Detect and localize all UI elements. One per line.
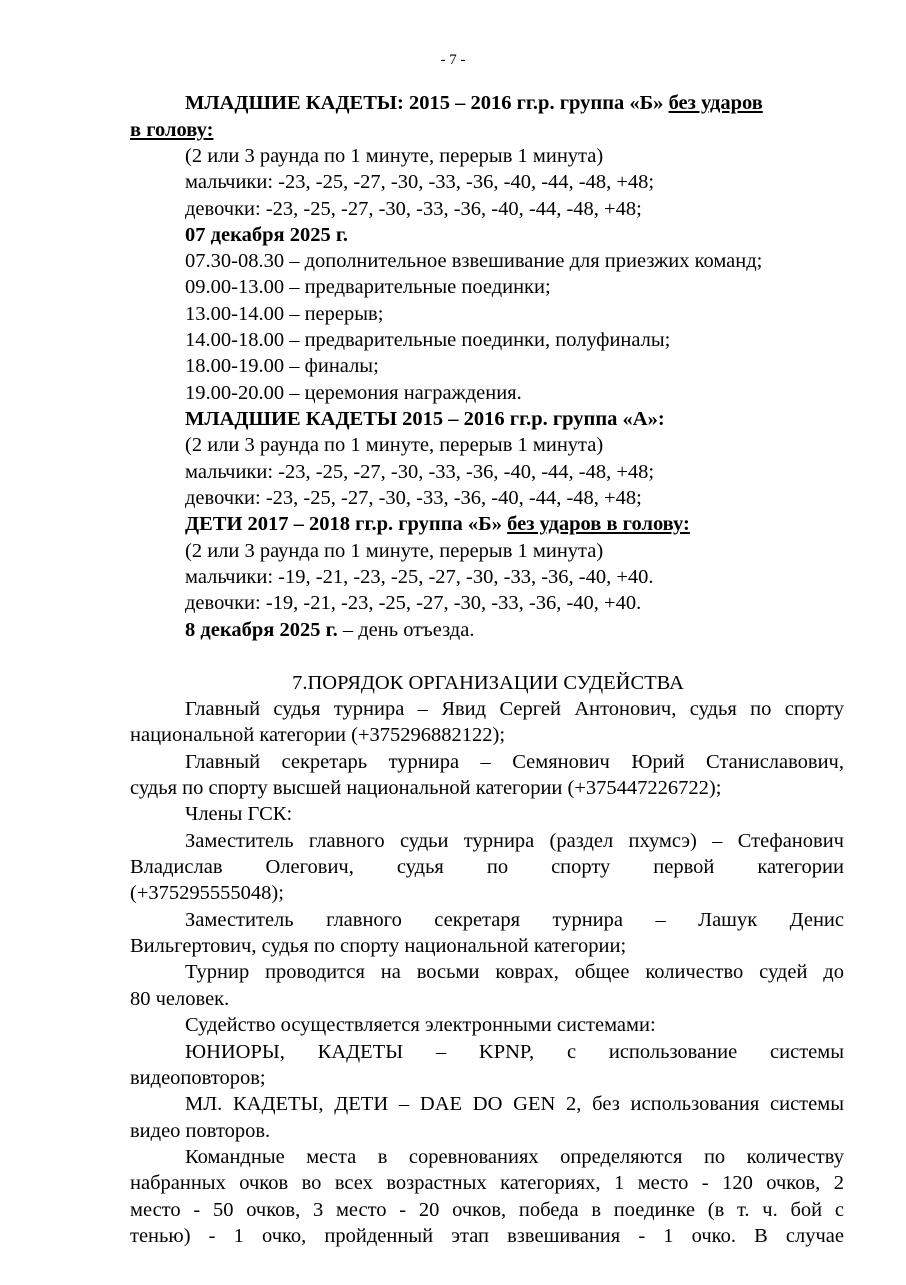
rounds-info: (2 или 3 раунда по 1 минуте, перерыв 1 минута) [185,434,604,456]
boys-weights: мальчики: -19, -21, -23, -25, -27, -30, -33, -36, -40, +40. [185,566,654,588]
departure-line [185,618,474,642]
paragraph-line: Члены ГСК: [185,803,293,825]
boys-weights: мальчики: -23, -25, -27, -30, -33, -36, -40, -44, -48, +48; [185,461,655,483]
title-text: ДЕТИ 2017 – 2018 гг.р. группа «Б» [185,513,508,535]
paragraph-line: Турнир проводится на восьми коврах, общее количество судей до [185,961,844,983]
title-underlined-continued: в голову: [130,119,214,141]
section7-heading: 7.ПОРЯДОК ОРГАНИЗАЦИИ СУДЕЙСТВА [292,672,684,694]
section-title-junior-cadets-b [185,91,763,115]
section-title-junior-cadets-a: МЛАДШИЕ КАДЕТЫ 2015 – 2016 гг.р. группа «А»: [185,408,665,430]
schedule-item: 18.00-19.00 – финалы; [185,355,379,377]
paragraph-line: Вильгертович, судья по спорту национальной категории; [130,935,627,957]
paragraph-line: ЮНИОРЫ, КАДЕТЫ – KPNP, с использование системы [185,1041,844,1063]
schedule-item: 14.00-18.00 – предварительные поединки, полуфиналы; [185,329,671,351]
title-text: МЛАДШИЕ КАДЕТЫ: 2015 – 2016 гг.р. группа «Б» [185,92,669,114]
rounds-info: (2 или 3 раунда по 1 минуте, перерыв 1 минута) [185,540,604,562]
paragraph-line: Главный судья турнира – Явид Сергей Антонович, судья по спорту [185,698,844,720]
girls-weights: девочки: -23, -25, -27, -30, -33, -36, -40, -44, -48, +48; [185,198,642,220]
paragraph-line: национальной категории (+375296882122); [130,724,506,746]
schedule-date: 07 декабря 2025 г. [185,224,348,246]
girls-weights: девочки: -19, -21, -23, -25, -27, -30, -33, -36, -40, +40. [185,592,642,614]
departure-date: 8 декабря 2025 г. [185,619,338,641]
paragraph-line: Главный секретарь турнира – Семянович Юрий Станиславович, [185,751,844,773]
paragraph-line: видео повторов. [130,1120,271,1142]
paragraph-line: МЛ. КАДЕТЫ, ДЕТИ – DAE DO GEN 2, без использования системы [185,1093,844,1115]
girls-weights: девочки: -23, -25, -27, -30, -33, -36, -40, -44, -48, +48; [185,487,642,509]
paragraph-line: Командные места в соревнованиях определяются по количеству [185,1146,844,1168]
boys-weights: мальчики: -23, -25, -27, -30, -33, -36, -40, -44, -48, +48; [185,171,655,193]
departure-text: – день отъезда. [337,619,475,641]
page-number: - 7 - [440,52,466,68]
section-title-children-b [185,512,690,536]
paragraph-line: набранных очков во всех возрастных категориях, 1 место - 120 очков, 2 [130,1172,844,1194]
schedule-item: 19.00-20.00 – церемония награждения. [185,382,522,404]
paragraph-line: место - 50 очков, 3 место - 20 очков, победа в поединке (в т. ч. бой с [130,1199,844,1221]
title-underlined: без ударов в голову: [507,513,690,535]
paragraph-line: Судейство осуществляется электронными системами: [185,1014,656,1036]
paragraph-line: Владислав Олегович, судья по спорту первой категории [130,856,844,878]
paragraph-line: 80 человек. [130,988,230,1010]
paragraph-line: Заместитель главного судьи турнира (раздел пхумсэ) – Стефанович [185,830,844,852]
schedule-item: 13.00-14.00 – перерыв; [185,303,384,325]
schedule-item: 09.00-13.00 – предварительные поединки; [185,276,551,298]
paragraph-line: видеоповторов; [130,1067,266,1089]
title-underlined: без ударов [668,92,763,114]
paragraph-line: судья по спорту высшей национальной категории (+375447226722); [130,777,722,799]
paragraph-line: тенью) - 1 очко, пройденный этап взвешивания - 1 очко. В случае [130,1225,844,1247]
schedule-item: 07.30-08.30 – дополнительное взвешивание для приезжих команд; [185,250,763,272]
paragraph-line: (+375295555048); [130,882,284,904]
paragraph-line: Заместитель главного секретаря турнира – Лашук Денис [185,909,844,931]
rounds-info: (2 или 3 раунда по 1 минуте, перерыв 1 минута) [185,145,604,167]
